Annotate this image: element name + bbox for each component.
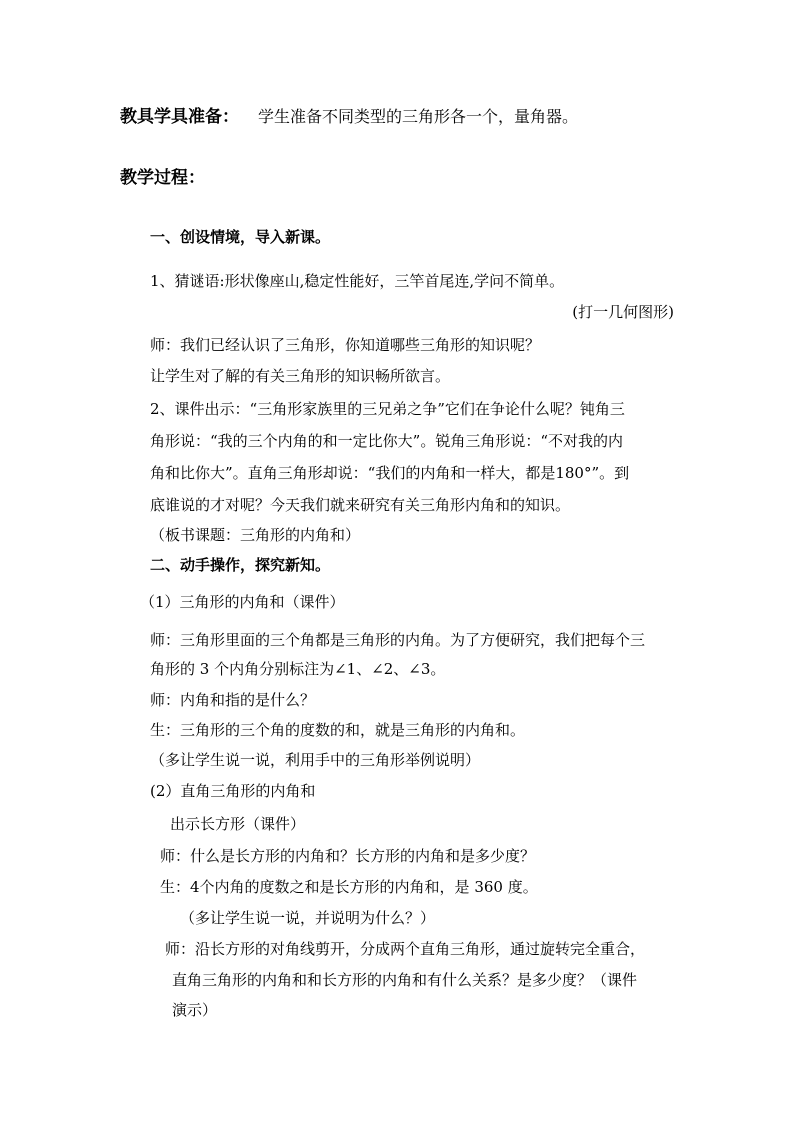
prep-text: 学生准备不同类型的三角形各一个，量角器。 [258,107,579,126]
teacher-line-2a: 师：三角形里面的三个角都是三角形的内角。为了方便研究，我们把每个三 [150,631,646,649]
paragraph2-line3: 角和比你大”。直角三角形却说：“我们的内角和一样大，都是180°”。到 [150,464,630,482]
student-line-2: 生：三角形的三个角的度数的和，就是三角形的内角和。 [150,721,526,739]
board-note: （板书课题：三角形的内角和） [150,526,361,544]
teacher-line-1: 师：我们已经认识了三角形，你知道哪些三角形的知识呢？ [150,336,541,354]
paragraph2-line4: 底谁说的才对呢？今天我们就来研究有关三角形内角和的知识。 [150,496,571,514]
section2-heading: 二、动手操作，探究新知。 [150,556,331,574]
show-rectangle: 出示长方形（课件） [170,815,306,833]
riddle-answer: (打一几何图形) [572,303,674,321]
prep-label: 教具学具准备： [120,107,239,127]
process-heading: 教学过程： [120,168,205,188]
note-line-1: （多让学生说一说，利用手中的三角形举例说明） [150,751,481,769]
subsection2-title: (2）直角三角形的内角和 [150,782,316,800]
note-line-2: （多让学生说一说，并说明为什么？） [180,909,436,927]
teacher-line-3: 师：内角和指的是什么？ [150,691,316,709]
teacher-line-4: 师：什么是长方形的内角和？长方形的内角和是多少度？ [160,847,536,865]
teacher-line-5b: 直角三角形的内角和和长方形的内角和有什么关系？是多少度？（课件 [172,971,638,989]
student-line-1: 让学生对了解的有关三角形的知识畅所欲言。 [150,367,451,385]
paragraph2-line1: 2、课件出示：“三角形家族里的三兄弟之争”它们在争论什么呢？钝角三 [150,400,625,418]
teacher-line-5a: 师：沿长方形的对角线剪开，分成两个直角三角形，通过旋转完全重合， [165,940,646,958]
student-line-3: 生：4个内角的度数之和是长方形的内角和，是 360 度。 [160,878,538,896]
section1-heading: 一、创设情境，导入新课。 [150,228,331,246]
subsection1-title: （1）三角形的内角和（课件） [140,593,345,611]
riddle-text: 1、猜谜语:形状像座山,稳定性能好，三竿首尾连,学问不简单。 [150,272,565,290]
paragraph2-line2: 角形说：“我的三个内角的和一定比你大”。锐角三角形说：“不对我的内 [150,432,624,450]
teacher-line-5c: 演示） [172,1001,218,1019]
teacher-line-2b: 角形的 3 个内角分别标注为∠1、∠2、∠3。 [150,660,446,678]
